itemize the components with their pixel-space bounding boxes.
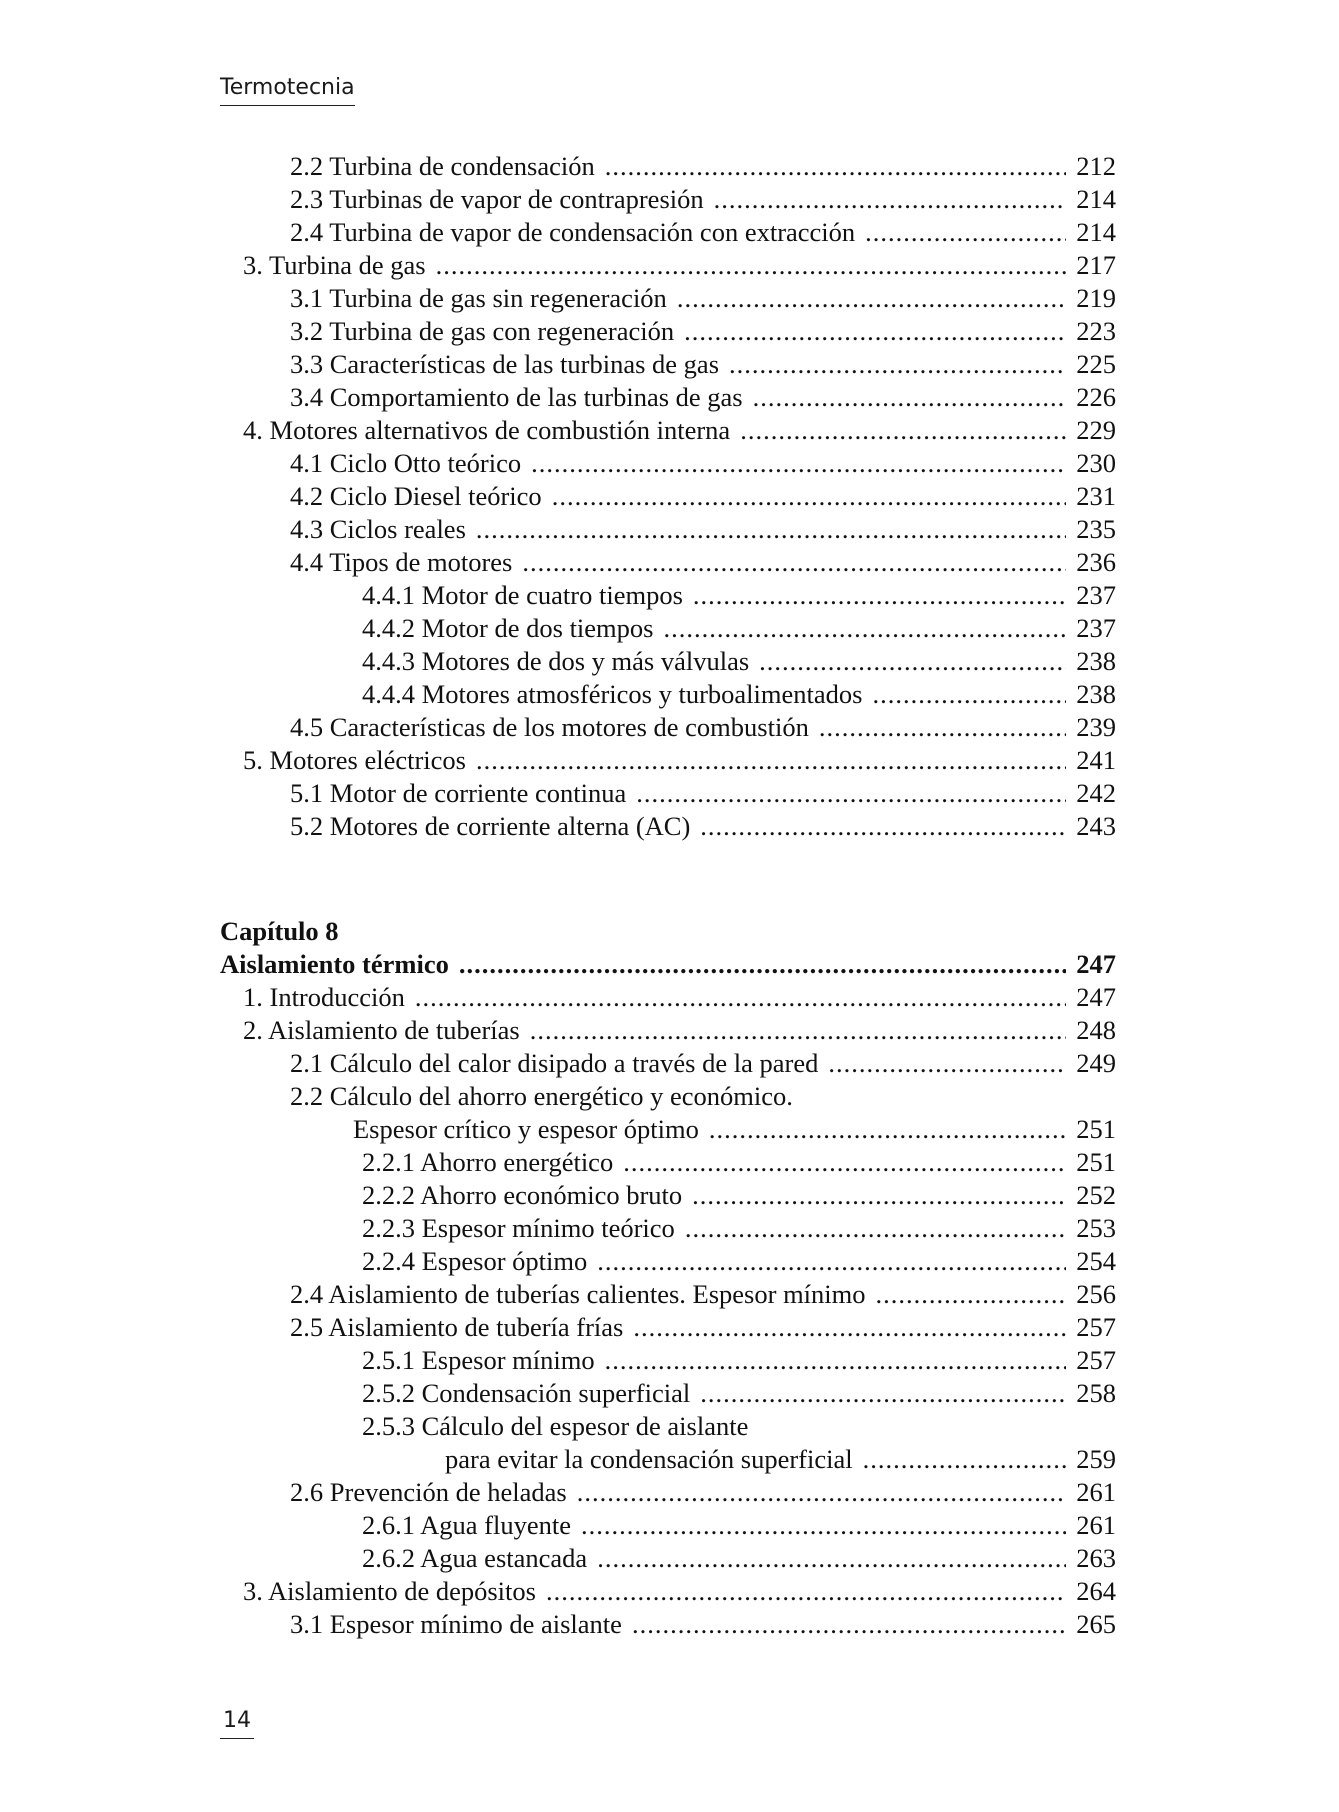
toc-leader <box>684 315 1066 348</box>
toc-entry <box>290 1476 1116 1509</box>
toc-entry <box>362 612 1116 645</box>
toc-entry-title: 2.2.1 Ahorro energético <box>362 1147 614 1177</box>
toc-entry-page: 229 <box>1076 415 1116 445</box>
toc-entry <box>362 1509 1116 1542</box>
toc-entry-page: 238 <box>1076 646 1116 676</box>
toc-entry-page: 257 <box>1076 1312 1116 1342</box>
toc-entry-title: 2.5.3 Cálculo del espesor de aislante <box>362 1411 749 1441</box>
toc-entry-page: 214 <box>1076 217 1116 247</box>
toc-entry-page: 214 <box>1076 184 1116 214</box>
toc-entry <box>290 711 1116 744</box>
toc-entry-title: 4.4 Tipos de motores <box>290 547 513 577</box>
toc-entry-title: 4.4.2 Motor de dos tiempos <box>362 613 654 643</box>
toc-entry-page: 231 <box>1076 481 1116 511</box>
toc-entry <box>243 1575 1116 1608</box>
toc-entry <box>362 579 1116 612</box>
toc-entry <box>290 810 1116 843</box>
running-header: Termotecnia <box>220 73 355 106</box>
toc-leader <box>685 1212 1066 1245</box>
toc-entry <box>445 1443 1116 1476</box>
toc-entry-page: 254 <box>1076 1246 1116 1276</box>
toc-entry-title: 2.3 Turbinas de vapor de contrapresión <box>290 184 704 214</box>
toc-entry-title: 3.4 Comportamiento de las turbinas de gas <box>290 382 743 412</box>
toc-leader <box>476 744 1066 777</box>
toc-leader <box>522 546 1066 579</box>
toc-entry-page: 212 <box>1076 151 1116 181</box>
chapter-title-entry <box>220 948 1116 981</box>
toc-entry-title: 3.2 Turbina de gas con regeneración <box>290 316 675 346</box>
toc-entry <box>362 1146 1116 1179</box>
toc-entry <box>362 1245 1116 1278</box>
toc-entry-title: 2.6 Prevención de heladas <box>290 1477 567 1507</box>
toc-entry <box>362 1179 1116 1212</box>
toc-entry <box>362 678 1116 711</box>
toc-entry-page: 242 <box>1076 778 1116 808</box>
toc-entry-title: 2.2.2 Ahorro económico bruto <box>362 1180 683 1210</box>
toc-entry-page: 217 <box>1076 250 1116 280</box>
toc-entry <box>243 249 1116 282</box>
toc-entry-page: 223 <box>1076 316 1116 346</box>
toc-entry <box>362 1377 1116 1410</box>
toc-entry <box>362 1542 1116 1575</box>
toc-entry-title: 3.1 Espesor mínimo de aislante <box>290 1609 622 1639</box>
toc-entry-page: 248 <box>1076 1015 1116 1045</box>
toc-entry-page: 257 <box>1076 1345 1116 1375</box>
toc-entry <box>290 315 1116 348</box>
toc-entry-title: 4.1 Ciclo Otto teórico <box>290 448 522 478</box>
toc-leader <box>872 678 1066 711</box>
toc-entry <box>243 1014 1116 1047</box>
toc-entry-page: 251 <box>1076 1147 1116 1177</box>
toc-leader <box>636 777 1066 810</box>
toc-entry-page: 263 <box>1076 1543 1116 1573</box>
toc-leader <box>876 1278 1066 1311</box>
toc-entry <box>362 1212 1116 1245</box>
toc-entry-page: 219 <box>1076 283 1116 313</box>
toc-leader <box>531 447 1066 480</box>
chapter-page: 247 <box>1076 949 1116 979</box>
toc-entry-page: 252 <box>1076 1180 1116 1210</box>
toc-leader <box>740 414 1066 447</box>
toc-entry-page: 247 <box>1076 982 1116 1012</box>
toc-leader <box>546 1575 1066 1608</box>
toc-leader <box>632 1608 1066 1641</box>
toc-entry-title: 4.4.4 Motores atmosféricos y turboalimentados <box>362 679 863 709</box>
toc-leader <box>753 381 1066 414</box>
toc-entry-page: 251 <box>1076 1114 1116 1144</box>
toc-entry-page: 241 <box>1076 745 1116 775</box>
toc-leader <box>597 1245 1066 1278</box>
toc-entry <box>353 1113 1116 1146</box>
toc-entry <box>362 1344 1116 1377</box>
toc-entry-title: 4.4.3 Motores de dos y más válvulas <box>362 646 750 676</box>
toc-entry-title: 4.4.1 Motor de cuatro tiempos <box>362 580 683 610</box>
page-number: 14 <box>220 1706 254 1739</box>
toc-entry-title: 4. Motores alternativos de combustión interna <box>243 415 731 445</box>
toc-entry-page: 256 <box>1076 1279 1116 1309</box>
toc-entry <box>243 981 1116 1014</box>
toc-entry <box>362 645 1116 678</box>
toc-entry-title: 3. Aislamiento de depósitos <box>243 1576 536 1606</box>
toc-entry-page: 230 <box>1076 448 1116 478</box>
toc-entry-page: 226 <box>1076 382 1116 412</box>
toc-entry-title: 2.5 Aislamiento de tubería frías <box>290 1312 624 1342</box>
toc-entry <box>290 1047 1116 1080</box>
toc-entry-title: 2.5.1 Espesor mínimo <box>362 1345 595 1375</box>
toc-entry <box>290 777 1116 810</box>
toc-leader <box>729 348 1066 381</box>
toc-entry <box>362 1410 1116 1443</box>
toc-entry <box>290 1311 1116 1344</box>
toc-entry-title: 4.5 Características de los motores de combustión <box>290 712 809 742</box>
toc-entry-title: 2.2 Turbina de condensación <box>290 151 595 181</box>
toc-entry-title: 3. Turbina de gas <box>243 250 426 280</box>
toc-leader <box>459 948 1066 981</box>
toc-entry <box>290 348 1116 381</box>
toc-leader <box>605 150 1066 183</box>
chapter-title: Aislamiento térmico <box>220 949 449 979</box>
toc-entry-title: para evitar la condensación superficial <box>445 1444 853 1474</box>
toc-entry-page: 235 <box>1076 514 1116 544</box>
toc-leader <box>530 1014 1066 1047</box>
toc-entry-title: 2.2.4 Espesor óptimo <box>362 1246 588 1276</box>
toc-leader <box>597 1542 1066 1575</box>
toc-leader <box>863 1443 1066 1476</box>
toc-entry <box>290 216 1116 249</box>
toc-entry <box>243 414 1116 447</box>
toc-entry-title: 5.2 Motores de corriente alterna (AC) <box>290 811 691 841</box>
toc-entry-title: 2.2 Cálculo del ahorro energético y económico. <box>290 1081 793 1111</box>
toc-entry-page: 258 <box>1076 1378 1116 1408</box>
toc-leader <box>633 1311 1066 1344</box>
toc-entry-title: 4.2 Ciclo Diesel teórico <box>290 481 542 511</box>
toc-entry-title: 2. Aislamiento de tuberías <box>243 1015 520 1045</box>
toc-entry-page: 243 <box>1076 811 1116 841</box>
toc-leader <box>415 981 1066 1014</box>
toc-entry <box>290 183 1116 216</box>
toc-entry <box>290 1278 1116 1311</box>
toc-entry <box>290 150 1116 183</box>
toc-entry-title: Espesor crítico y espesor óptimo <box>353 1114 699 1144</box>
toc-entry <box>290 480 1116 513</box>
toc-leader <box>865 216 1066 249</box>
toc-entry-title: 2.5.2 Condensación superficial <box>362 1378 691 1408</box>
toc-leader <box>714 183 1066 216</box>
toc-leader <box>605 1344 1066 1377</box>
toc-leader <box>677 282 1066 315</box>
toc-leader <box>476 513 1066 546</box>
toc-entry-title: 3.3 Características de las turbinas de gas <box>290 349 720 379</box>
toc-leader <box>436 249 1066 282</box>
toc-entry-page: 238 <box>1076 679 1116 709</box>
toc-entry-title: 2.2.3 Espesor mínimo teórico <box>362 1213 675 1243</box>
toc-entry-title: 2.1 Cálculo del calor disipado a través de la pared <box>290 1048 819 1078</box>
toc-entry-title: 2.4 Turbina de vapor de condensación con extracción <box>290 217 856 247</box>
toc-entry-page: 239 <box>1076 712 1116 742</box>
toc-leader <box>693 579 1066 612</box>
toc-entry <box>243 744 1116 777</box>
toc-leader <box>828 1047 1066 1080</box>
toc-entry-title: 5. Motores eléctricos <box>243 745 466 775</box>
toc-entry-page: 237 <box>1076 580 1116 610</box>
toc-leader <box>692 1179 1066 1212</box>
chapter-label: Capítulo 8 <box>220 916 339 946</box>
toc-leader <box>581 1509 1066 1542</box>
toc-entry <box>290 1080 1116 1113</box>
toc-entry <box>290 1608 1116 1641</box>
toc-leader <box>709 1113 1066 1146</box>
toc-entry-page: 249 <box>1076 1048 1116 1078</box>
toc-leader <box>819 711 1066 744</box>
toc-entry <box>290 546 1116 579</box>
toc-leader <box>700 1377 1066 1410</box>
toc-entry-title: 2.6.1 Agua fluyente <box>362 1510 572 1540</box>
toc-leader <box>664 612 1067 645</box>
toc-leader <box>700 810 1066 843</box>
toc-entry-title: 3.1 Turbina de gas sin regeneración <box>290 283 667 313</box>
toc-entry-title: 1. Introducción <box>243 982 405 1012</box>
toc-entry-title: 2.4 Aislamiento de tuberías calientes. Espesor mínimo <box>290 1279 866 1309</box>
toc-entry-title: 5.1 Motor de corriente continua <box>290 778 627 808</box>
toc-entry-page: 225 <box>1076 349 1116 379</box>
toc-entry-title: 2.6.2 Agua estancada <box>362 1543 588 1573</box>
toc-entry-page: 237 <box>1076 613 1116 643</box>
toc-entry-page: 253 <box>1076 1213 1116 1243</box>
toc-entry <box>290 447 1116 480</box>
toc-leader <box>759 645 1066 678</box>
toc-entry-page: 261 <box>1076 1510 1116 1540</box>
toc-entry <box>290 282 1116 315</box>
toc-entry-page: 236 <box>1076 547 1116 577</box>
toc-leader <box>552 480 1066 513</box>
toc-entry <box>290 381 1116 414</box>
toc-entry-page: 261 <box>1076 1477 1116 1507</box>
toc-leader <box>577 1476 1066 1509</box>
toc-entry-page: 259 <box>1076 1444 1116 1474</box>
toc-entry-page: 265 <box>1076 1609 1116 1639</box>
toc-leader <box>623 1146 1066 1179</box>
toc-entry <box>290 513 1116 546</box>
toc-entry-page: 264 <box>1076 1576 1116 1606</box>
toc-entry-title: 4.3 Ciclos reales <box>290 514 466 544</box>
